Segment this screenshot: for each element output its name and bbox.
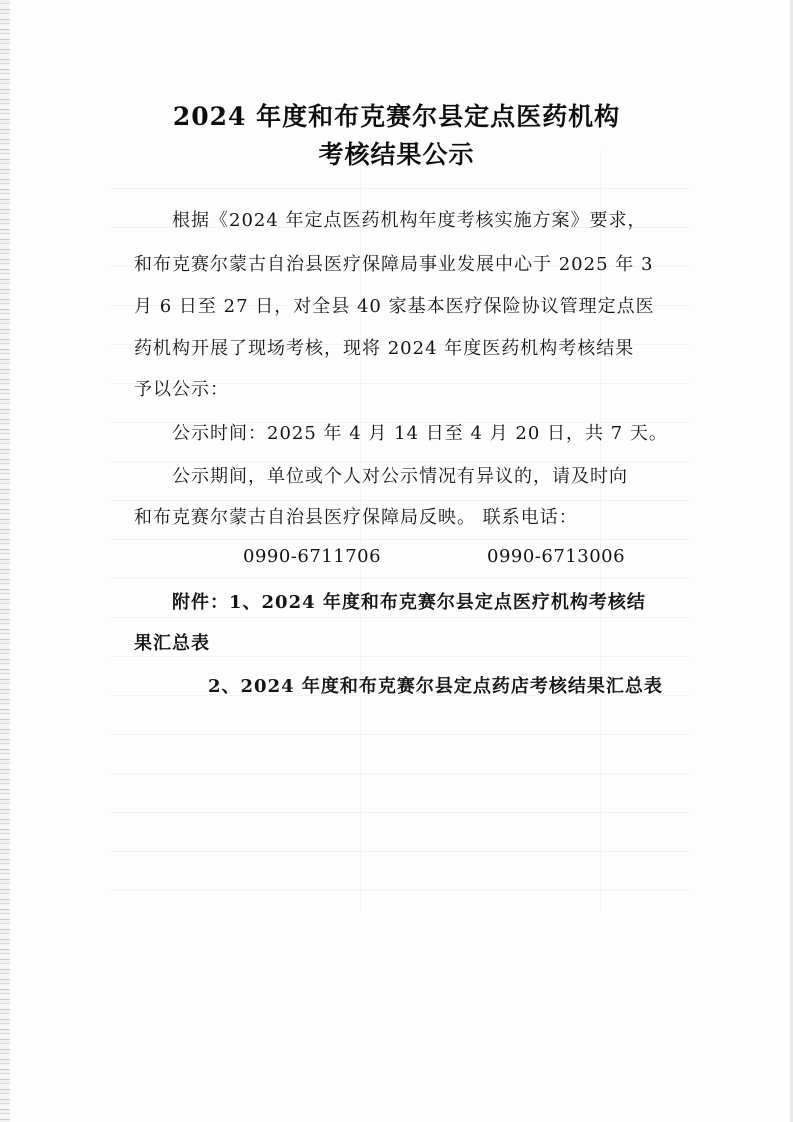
attachment-1-line2: 果汇总表 [134,633,210,654]
paragraph1-line2: 和布克赛尔蒙古自治县医疗保障局事业发展中心于 2025 年 3 [134,254,654,275]
paragraph1-line4: 药机构开展了现场考核，现将 2024 年度医药机构考核结果 [134,338,635,359]
document-title-line2: 考核结果公示 [318,140,475,169]
contact-phone-1: 0990-6711706 [243,546,382,567]
document-title-line1: 2024 年度和布克赛尔县定点医药机构 [172,102,621,131]
attachment-1-line1: 附件：1、2024 年度和布克赛尔县定点医疗机构考核结 [172,592,646,613]
paragraph1-line3: 月 6 日至 27 日，对全县 40 家基本医疗保险协议管理定点医 [134,296,655,317]
paragraph3-line1: 公示期间，单位或个人对公示情况有异议的，请及时向 [172,466,628,487]
paragraph1-line5: 予以公示： [134,379,229,400]
contact-phone-2: 0990-6713006 [487,546,626,567]
paragraph3-line2: 和布克赛尔蒙古自治县医疗保障局反映。 联系电话： [134,507,578,528]
attachment-2: 2、2024 年度和布克赛尔县定点药店考核结果汇总表 [208,676,663,697]
paragraph1-line1: 根据《2024 年定点医药机构年度考核实施方案》要求， [172,210,647,231]
publicity-period: 公示时间：2025 年 4 月 14 日至 4 月 20 日，共 7 天。 [172,423,668,444]
